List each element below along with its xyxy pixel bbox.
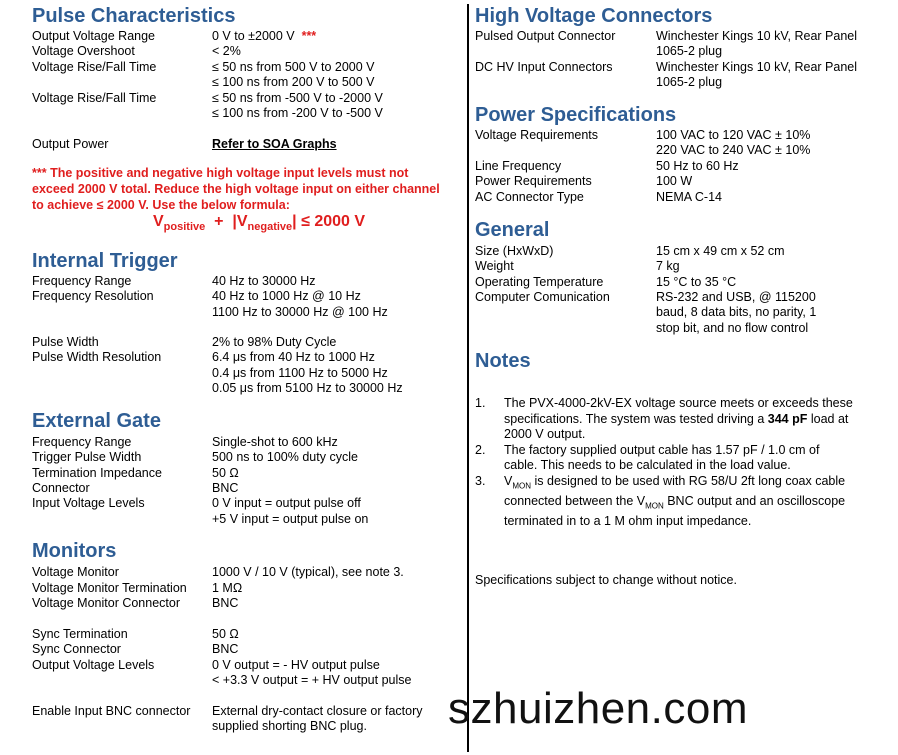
column-divider bbox=[467, 4, 469, 752]
soa-graphs-link[interactable]: Refer to SOA Graphs bbox=[212, 137, 337, 151]
external-gate-heading: External Gate bbox=[32, 410, 161, 432]
note-item: 3. $V_{MON}$ is designed to be used with RG 58/U 2ft long coax cable connected between the $V_{MON}$ BNC output and an oscilloscope terminated in to a 1 M ohm input impedance. bbox=[475, 473, 846, 528]
pulse-heading: Pulse Characteristics bbox=[32, 5, 236, 27]
notes-list bbox=[475, 396, 855, 529]
internal-trigger-heading: Internal Trigger bbox=[32, 250, 178, 272]
note-item: 1. The PVX-4000-2kV-EX voltage source meets or exceeds these specifications. The system was tested driving a 344 pF load at 2000 V output. bbox=[475, 396, 853, 441]
monitors-heading: Monitors bbox=[32, 540, 117, 562]
disclaimer-text: Specifications subject to change without notice. bbox=[475, 573, 737, 587]
notes-heading: Notes bbox=[475, 350, 531, 372]
power-specs-heading: Power Specifications bbox=[475, 104, 677, 126]
general-heading: General bbox=[475, 219, 550, 241]
hv-connectors-heading: High Voltage Connectors bbox=[475, 5, 713, 27]
voltage-warning: *** The positive and negative high voltage input levels must not exceed 2000 V total. Reduce the high voltage input on either channel to achieve ≤ 2000 V. Use the below formula: bbox=[32, 166, 440, 212]
note-item: 2. The factory supplied output cable has 1.57 pF / 1.0 cm of cable. This needs to be calculated in the load value. bbox=[475, 442, 820, 472]
asterisk-mark: *** bbox=[301, 29, 317, 43]
watermark-text: szhuizhen.com bbox=[448, 684, 748, 733]
voltage-formula: $V_{positive} + |V_{negative}| \le 2000$ V bbox=[153, 213, 366, 234]
